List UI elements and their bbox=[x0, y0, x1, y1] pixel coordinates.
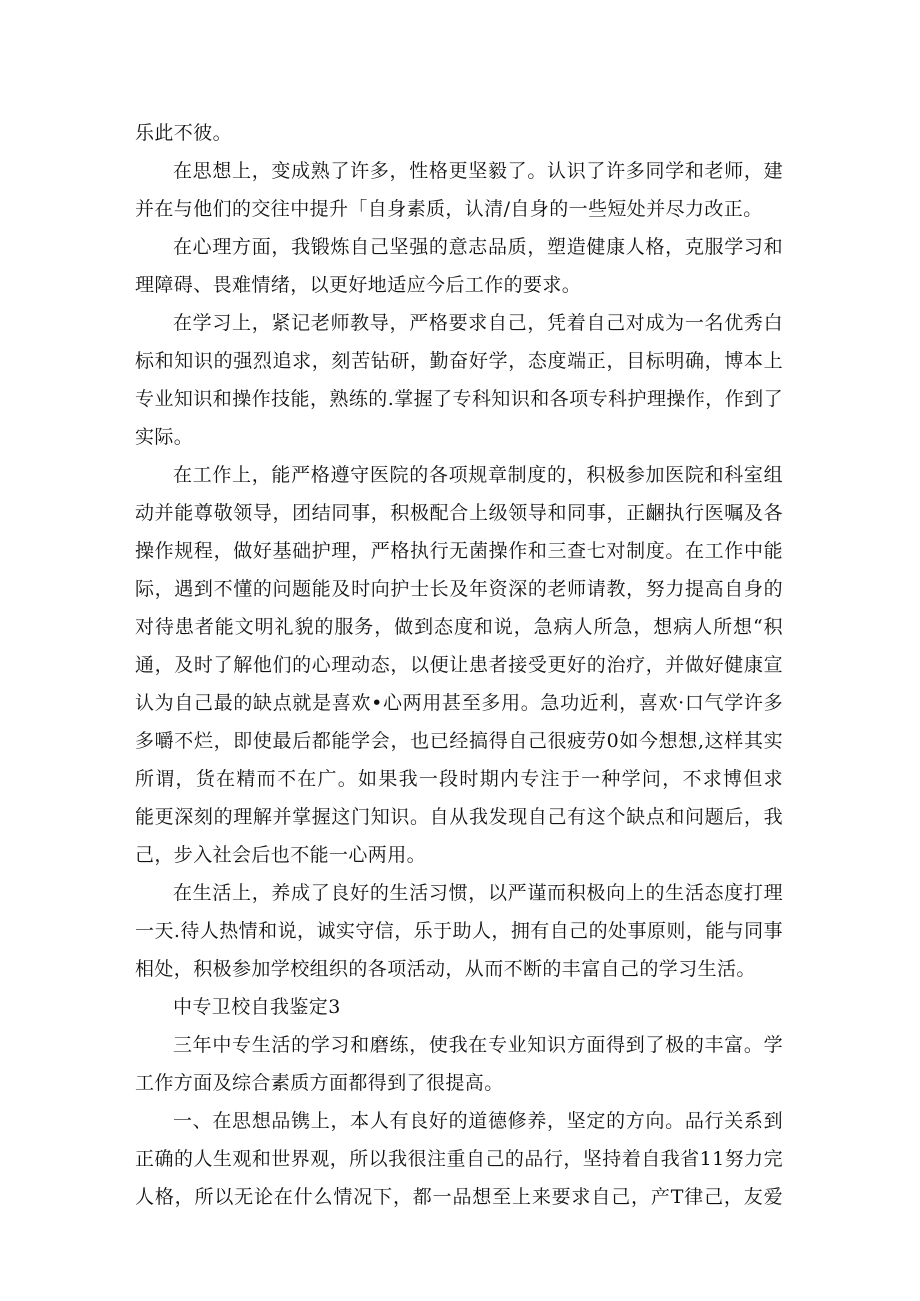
text-line: 对待患者能文明礼貌的服务，做到态度和说，急病人所急，想病人所想“积 bbox=[135, 616, 783, 638]
text-line: 实际。 bbox=[135, 426, 194, 448]
text-line: 乐此不彼。 bbox=[135, 122, 233, 144]
text-line: 能更深刻的理解并掌握这门知识。自从我发现自己有这个缺点和问题后，我 bbox=[135, 806, 783, 828]
text-line: 认为自己最的缺点就是喜欢•心两用甚至多用。急功近利，喜欢·口气学许多 bbox=[135, 692, 783, 714]
text-line: 动并能尊敬领导，团结同事，积极配合上级领导和同事，正齫执行医嘱及各 bbox=[135, 502, 783, 524]
text-line: 在工作上，能严格遵守医院的各项规章制度的，积极参加医院和科室组 bbox=[173, 464, 783, 486]
text-line: 际，遇到不懂的问题能及时向护士长及年资深的老师请教，努力提高自身的 bbox=[135, 578, 783, 600]
text-line: 一、在思想品镌上，本人有良好的道德修养，坚定的方向。品行关系到 bbox=[173, 1110, 783, 1132]
document-body bbox=[135, 117, 783, 1213]
text-line: 在学习上，紧记老师教导，严格要求自己，凭着自己对成为一名优秀白 bbox=[173, 312, 783, 334]
text-line: 标和知识的强烈追求，刻苦钻研，勤奋好学，态度端正，目标明确，博本上 bbox=[135, 350, 783, 372]
text-line: 在思想上，变成熟了许多，性格更坚毅了。认识了许多同学和老师，建 bbox=[173, 160, 783, 182]
text-line: 专业知识和操作技能，熟练的.掌握了专科知识和各项专科护理操作，作到了 bbox=[135, 388, 783, 410]
text-line: 三年中专生活的学习和磨练，使我在专业知识方面得到了极的丰富。学 bbox=[173, 1034, 783, 1056]
text-line: 工作方面及综合素质方面都得到了很提高。 bbox=[135, 1072, 504, 1094]
text-line: 并在与他们的交往中提升「自身素质，认清/自身的一些短处并尽力改正。 bbox=[135, 198, 763, 220]
text-line: 在生活上，养成了良好的生活习惯，以严谨而积极向上的生活态度打理 bbox=[173, 882, 783, 904]
text-line: 己，步入社会后也不能一心两用。 bbox=[135, 844, 427, 866]
text-line: 在心理方面，我锻炼自己坚强的意志品质，塑造健康人格，克服学习和 bbox=[173, 236, 783, 258]
text-line: 通，及时了解他们的心理动态，以便让患者接受更好的治疗，并做好健康宣 bbox=[135, 654, 783, 676]
text-line: 一天.待人热情和说，诚实守信，乐于助人，拥有自己的处事原则，能与同事 bbox=[135, 920, 783, 942]
text-line: 所谓，货在精而不在广。如果我一段时期内专注于一种学问，不求博但求 bbox=[135, 768, 783, 790]
text-line: 相处，积极参加学校组织的各项活动，从而不断的丰富自己的学习生活。 bbox=[135, 958, 756, 980]
text-line: 理障碍、畏难情绪，以更好地适应今后工作的要求。 bbox=[135, 274, 582, 296]
text-line: 人格，所以无论在什么情况下，都一品想至上来要求自己，产T律己，友爱 bbox=[135, 1186, 783, 1208]
text-line: 正确的人生观和世界观，所以我很注重自己的品行，坚持着自我省11努力完 bbox=[135, 1148, 783, 1170]
text-line: 多嚼不烂，即使最后都能学会，也已经搞得自己很疲劳0如今想想,这样其实 bbox=[135, 730, 783, 752]
text-line: 操作规程，做好基础护理，严格执行无菌操作和三查七对制度。在工作中能 bbox=[135, 540, 783, 562]
section-heading: 中专卫校自我鉴定3 bbox=[173, 996, 341, 1018]
